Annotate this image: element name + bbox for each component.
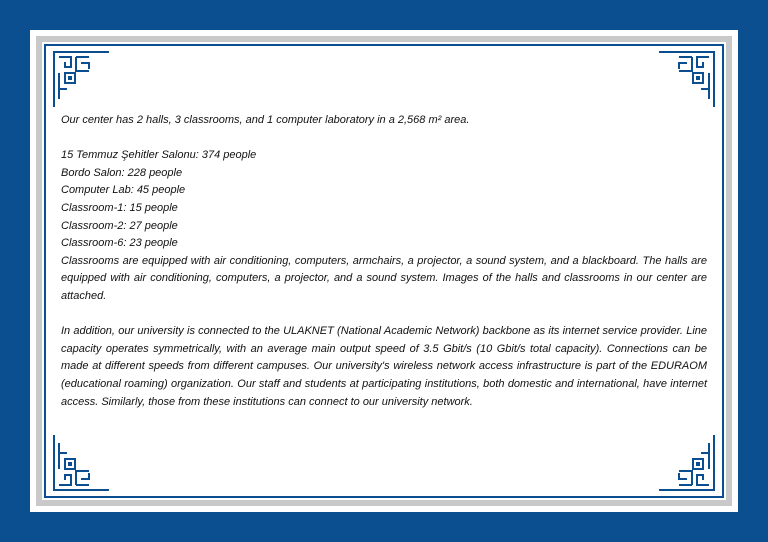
network-paragraph: In addition, our university is connected to the ULAKNET (National Academic Network) backbone as its internet service provider. Line capacity operates symmetrically, with an average main output speed of 3.5 Gbit/s (10 Gbit/s total capacity). Connections can be made at different speeds from different campuses. Our university's wireless network access infrastructure is part of the EDURAOM (educational roaming) organization. Our staff and students at participating institutions, both domestic and international, have internet access. Similarly, those from these institutions can connect to our university network.: [61, 325, 707, 408]
room-capacity-line: Classroom-1: 15 people: [61, 201, 178, 214]
intro-text: Our center has 2 halls, 3 classrooms, and 1 computer laboratory in a 2,568 m² area.: [61, 114, 470, 126]
room-capacity-line: Computer Lab: 45 people: [61, 184, 186, 197]
document-card: [30, 30, 738, 512]
corner-ornament-icon: [51, 49, 111, 109]
spacer: [61, 306, 707, 324]
corner-ornament-icon: [657, 433, 717, 493]
equipment-paragraph: Classrooms are equipped with air conditioning, computers, armchairs, a projector, a sound system, and a blackboard. The halls are equipped with air conditioning, computers, a projector, and a sound system. Images of the halls and classrooms in our center are attached.: [61, 254, 707, 302]
room-capacity-line: Classroom-6: 23 people: [61, 237, 178, 250]
room-capacity-line: Classroom-2: 27 people: [61, 219, 178, 232]
corner-ornament-icon: [51, 433, 111, 493]
room-capacity-line: 15 Temmuz Şehitler Salonu: 374 people: [61, 149, 257, 162]
document-body: [61, 112, 707, 411]
room-capacity-line: Bordo Salon: 228 people: [61, 166, 183, 179]
corner-ornament-icon: [657, 49, 717, 109]
spacer: [61, 130, 707, 148]
